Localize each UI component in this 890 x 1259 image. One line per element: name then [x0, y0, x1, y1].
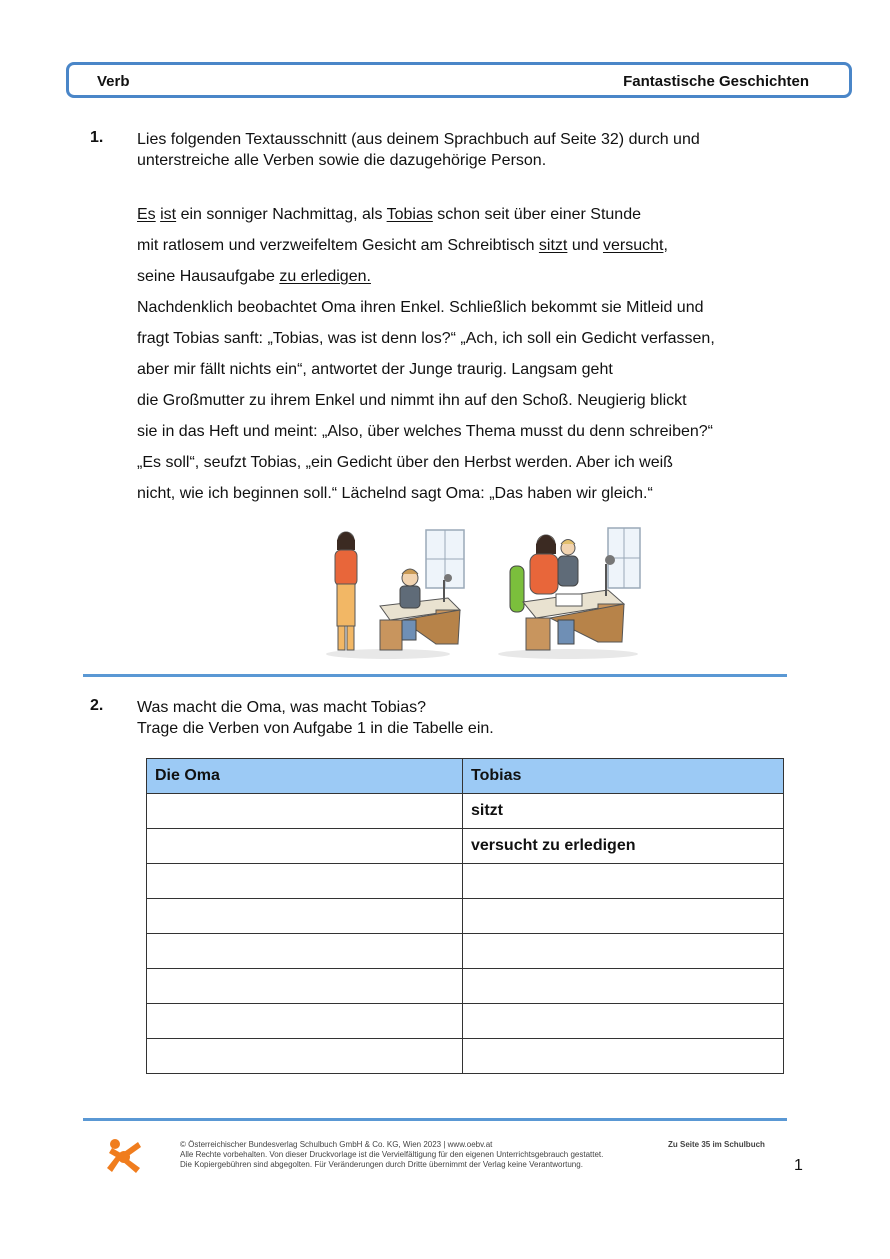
task2-number: 2.: [90, 697, 104, 714]
cell-oma[interactable]: [147, 794, 463, 829]
task2-instruction-line2: Trage die Verben von Aufgabe 1 in die Tabelle ein.: [137, 720, 494, 737]
passage-line: [137, 234, 797, 265]
table-row: [147, 794, 784, 829]
underlined-word: sitzt: [538, 237, 568, 254]
table-row: [147, 969, 784, 1004]
task1-instruction-line1: Lies folgenden Textausschnitt (aus deinem Sprachbuch auf Seite 32) durch und: [137, 131, 700, 148]
table-row: [147, 829, 784, 864]
passage-text: schon seit über einer Stunde: [432, 206, 641, 223]
cell-tobias[interactable]: [463, 1004, 784, 1039]
task1-instruction-line2: unterstreiche alle Verben sowie die dazugehörige Person.: [137, 152, 547, 169]
cell-tobias[interactable]: sitzt: [463, 794, 784, 829]
cell-oma[interactable]: [147, 829, 463, 864]
verb-table: [146, 758, 784, 1074]
cell-tobias[interactable]: [463, 934, 784, 969]
page-number: 1: [794, 1157, 803, 1174]
story-passage: [137, 203, 797, 513]
underlined-word: versucht: [602, 237, 664, 254]
passage-text: ,: [663, 237, 668, 254]
copyright-notice: [180, 1140, 603, 1170]
scene-grandma-watching: [326, 530, 464, 659]
cell-tobias[interactable]: [463, 969, 784, 1004]
underlined-word: ist: [160, 206, 177, 223]
passage-line: „Es soll“, seufzt Tobias, „ein Gedicht über den Herbst werden. Aber ich weiß: [137, 454, 673, 471]
task2-instruction: [137, 697, 494, 739]
passage-line: die Großmutter zu ihrem Enkel und nimmt ihn auf den Schoß. Neugierig blickt: [137, 392, 687, 409]
cell-tobias[interactable]: [463, 864, 784, 899]
cell-oma[interactable]: [147, 969, 463, 1004]
copyright-line3: Die Kopiergebühren sind abgegolten. Für Veränderungen durch Dritte übernimmt der Verlag keine Verantwortung.: [180, 1160, 583, 1169]
table-row: [147, 934, 784, 969]
column-header-tobias: Tobias: [463, 759, 784, 794]
table-row: [147, 1039, 784, 1074]
passage-line: nicht, wie ich beginnen soll.“ Lächelnd sagt Oma: „Das haben wir gleich.“: [137, 485, 653, 502]
page-header: [66, 62, 852, 98]
passage-line: fragt Tobias sanft: „Tobias, was ist denn los?“ „Ach, ich soll ein Gedicht verfassen,: [137, 330, 715, 347]
table-row: [147, 864, 784, 899]
cell-oma[interactable]: [147, 1004, 463, 1039]
textbook-reference: Zu Seite 35 im Schulbuch: [668, 1140, 765, 1149]
copyright-line2: Alle Rechte vorbehalten. Von dieser Druckvorlage ist die Vervielfältigung für den eigenen Unterrichtsgebrauch gestattet.: [180, 1150, 604, 1159]
underlined-word: Tobias: [386, 206, 433, 223]
task1-number: 1.: [90, 129, 104, 146]
cell-oma[interactable]: [147, 899, 463, 934]
passage-line: Nachdenklich beobachtet Oma ihren Enkel. Schließlich bekommt sie Mitleid und: [137, 299, 704, 316]
header-unit-title: Fantastische Geschichten: [623, 73, 809, 90]
cell-tobias[interactable]: [463, 1039, 784, 1074]
underlined-word: Es: [137, 206, 156, 223]
passage-line: aber mir fällt nichts ein“, antwortet der Junge traurig. Langsam geht: [137, 361, 613, 378]
passage-text: ein sonniger Nachmittag, als: [176, 206, 387, 223]
passage-text: mit ratlosem und verzweifeltem Gesicht am Schreibtisch: [137, 237, 539, 254]
column-header-oma: Die Oma: [147, 759, 463, 794]
footer-divider: [83, 1118, 787, 1121]
passage-line: [137, 265, 797, 296]
table-header-row: [147, 759, 784, 794]
task2-instruction-line1: Was macht die Oma, was macht Tobias?: [137, 699, 426, 716]
table-row: [147, 1004, 784, 1039]
story-illustration: [318, 524, 648, 662]
cell-oma[interactable]: [147, 1039, 463, 1074]
cell-oma[interactable]: [147, 864, 463, 899]
cell-tobias[interactable]: versucht zu erledigen: [463, 829, 784, 864]
task1-instruction: [137, 129, 700, 171]
scene-grandma-helping: [498, 528, 640, 659]
table-row: [147, 899, 784, 934]
passage-line: sie in das Heft und meint: „Also, über welches Thema musst du denn schreiben?“: [137, 423, 713, 440]
passage-text: und: [567, 237, 603, 254]
publisher-logo-icon: [104, 1138, 144, 1178]
underlined-word: zu erledigen.: [279, 268, 371, 285]
copyright-line1: © Österreichischer Bundesverlag Schulbuch GmbH & Co. KG, Wien 2023 | www.oebv.at: [180, 1140, 493, 1149]
passage-text: seine Hausaufgabe: [137, 268, 280, 285]
cell-tobias[interactable]: [463, 899, 784, 934]
cell-oma[interactable]: [147, 934, 463, 969]
section-divider: [83, 674, 787, 677]
header-topic: Verb: [97, 73, 130, 90]
passage-line: [137, 203, 797, 234]
